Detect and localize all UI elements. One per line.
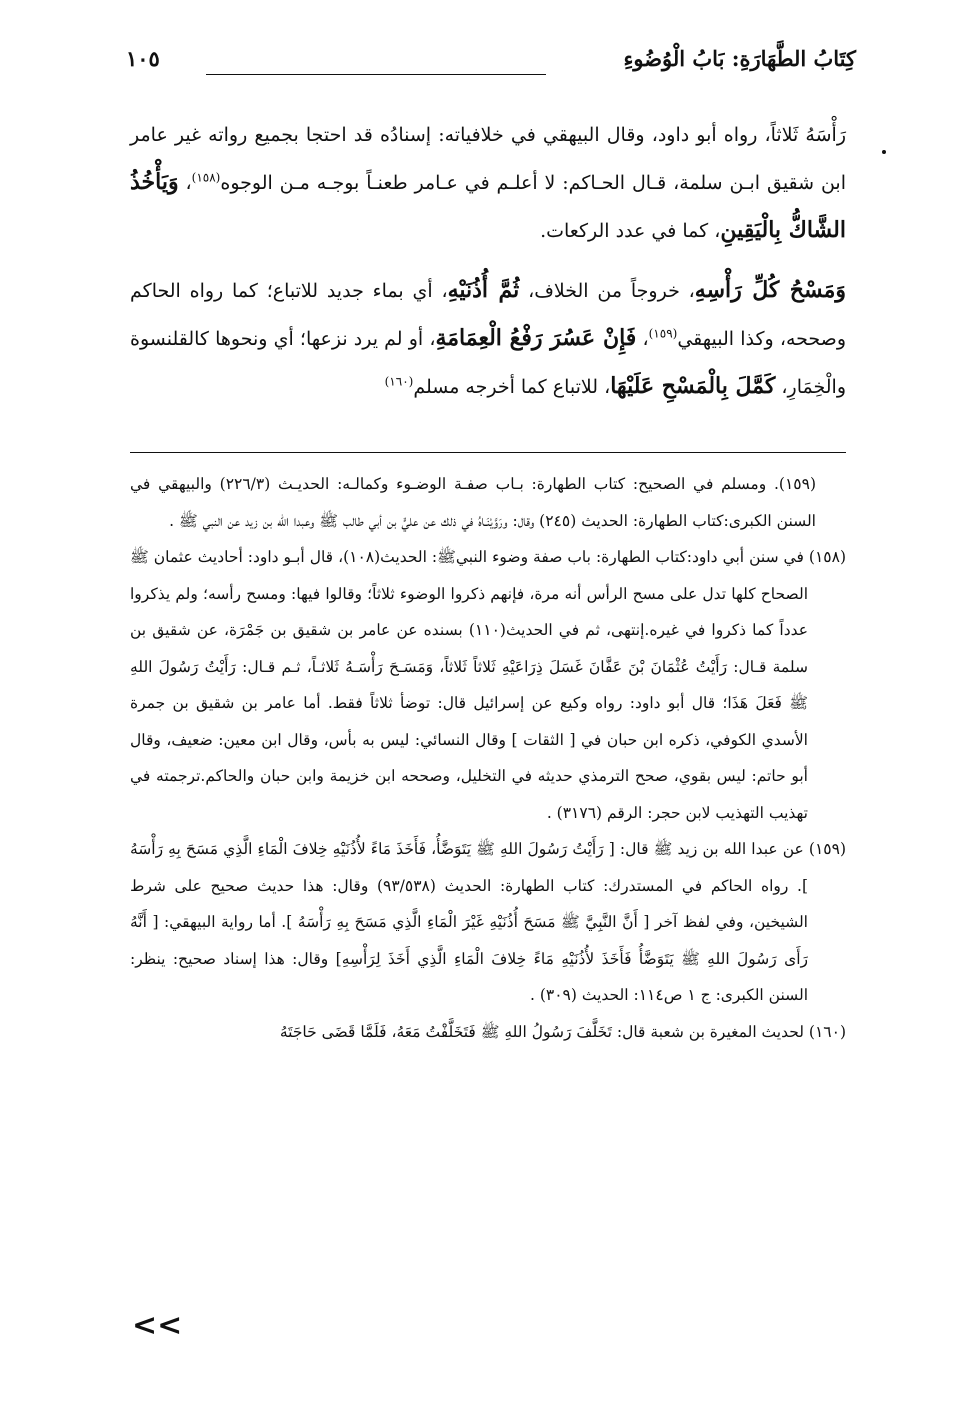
matn-text: وَيَأْخُذُ الشَّاكُّ بِالْيَقِينِ [130, 169, 846, 243]
footnote-number: (١٦٠) [808, 1022, 846, 1041]
footnote-number: (١٥٨) [808, 548, 846, 566]
paragraph [130, 112, 846, 255]
running-title: كِتَابُ الطَّهَارَةِ: بَابُ الْوُضُوءِ [623, 46, 856, 71]
text-run: ، كما في عدد الركعات. [540, 220, 721, 242]
matn-text: ثُمَّ أُذُنَيْهِ [447, 277, 520, 303]
footnote-separator [130, 452, 846, 453]
text-run: ، أو لم يرد نزعها؛ أي ونحوها كالقلنسوة والْخِمَارِ، [130, 328, 846, 398]
text-run: ، [178, 172, 192, 194]
text-run: رَأْسَهُ ثَلاثاً، رواه أبو داود، وقال البيهقي في خلافياته: إسنادُه قد احتجا بجميع رواته غير عامر ابن شقيق ابـن سلمة، قـال الحـاكم: لا أعلـم في عـامر طعنـاً بوجـه مـن الوجوه [130, 124, 846, 194]
continuation-marker: << [132, 1308, 183, 1343]
header-rule [206, 74, 546, 75]
paragraph [130, 267, 846, 411]
footnote-160 [130, 1014, 846, 1051]
matn-text: فَإِنْ عَسُرَ رَفْعُ الْعِمَامَةِ [435, 325, 637, 351]
text-run: ، خروجاً من الخلاف، [519, 280, 695, 302]
text-run: ، [636, 328, 649, 350]
footnotes [130, 466, 846, 1050]
page-header [126, 40, 856, 84]
footnote-ref: (١٥٨) [191, 170, 221, 185]
text-run: ، أي بماء جديد للاتباع؛ كما رواه الحاكم وصححه، وكذا البيهقي [130, 280, 846, 350]
footnote-number: (١٥٩) [808, 840, 846, 858]
footnote-158 [130, 539, 846, 831]
main-text [130, 112, 846, 411]
footnote-text: عن عبدا الله بن زيد ﷺ قال: [ رَأَيْتُ رَسُولَ اللهِ ﷺ يَتَوَضَّأُ، فَأَخَذَ مَاءً لأُذُنَيْهِ خِلافَ الْمَاءِ الَّذِي مَسَحَ بِهِ رَأْسَهُ ]. رواه الحاكم في المستدرك: كتاب الطهارة: الحديث (٩٣/٥٣٨) وقال: هذا حديث صحيح على شرط الشيخين، وفي لفظ آخر [ أَنَّ النَّبِيَّ ﷺ مَسَحَ أُذُنَيْهِ غَيْرَ الْمَاءِ الَّذِي مَسَحَ بِهِ رَأْسَهُ ]. أما رواية البيهقي: [ أَنَّهُ رَأَى رَسُولَ اللهِ ﷺ يَتَوَضَّأُ فَأَخَذَ لأُذُنَيْهِ مَاءً خِلافَ الْمَاءِ الَّذِي أَخَذَ لِرَأْسِهِ] وقال: هذا إسناد صحيح: ينظر: السنن الكبرى: ج ١ ص١١٤: الحديث (٣٠٩) . [130, 840, 808, 1004]
text-run: ، للاتباع كما أخرجه مسلم [413, 376, 611, 398]
footnote-continued: (١٥٩). ومسلم في الصحيح: كتاب الطهارة: بـاب صفـة الوضـوء وكمالـه: الحديـث (٢٢٦/٣) والبيهقي في السنن الكبرى:كتاب الطهارة: الحديث (٢٤٥) وقال: ورَوَّيْنَـاهُ في ذلك عن عليٍّ بن أبي طالب ﷺ وعبدا الله بن زيد عن النبي ﷺ . [130, 475, 816, 530]
footnote-ref: (١٥٩) [648, 326, 678, 341]
footnote-ref: (١٦٠) [384, 374, 414, 389]
footnote-text: في سنن أبي داود:كتاب الطهارة: باب صفة وضوء النبيﷺ: الحديث(١٠٨)، قال أبـو داود: أحاديث عثمان ﷺ الصحاح كلها تدل على مسح الرأس أنه مرة، فإنهم ذكروا الوضوء ثلاثاً؛ وقالوا فيها: ومسح رأسه؛ ولم يذكروا عدداً كما ذكروا في غيره.إنتهى، ثم في الحديث(١١٠) بسنده عن عامر بن شقيق بن جَمْرَة، عن شقيق بن سلمة قـال: رَأَيْتُ عُثْمَانَ بْنَ عَفَّانَ غَسَلَ ذِرَاعَيْهِ ثَلاثاً ثَلاثاً، وَمَسَـحَ رَأْسَـهُ ثَلاثـاً، ثـم قـال: رَأَيْتُ رَسُولَ اللهِ ﷺ فَعَلَ هَذَا؛ قال أبو داود: رواه وكيع عن إسرائيل قال: توضأ ثلاثاً فقط. أما عامر بن شقيق بن جمرة الأسدي الكوفي، ذكره ابن حبان في [ الثقات ] وقال النسائي: ليس به بأس، وقال ابن معين: ضعيف، وقال أبو حاتم: ليس بقوي، صحح الترمذي حديثه في التخليل، وصححه ابن خزيمة وابن حبان والحاكم.ترجمته في تهذيب التهذيب لابن حجر: الرقم (٣١٧٦) . [130, 548, 808, 822]
margin-dot [882, 150, 886, 154]
matn-text: وَمَسْحُ كُلِّ رَأْسِهِ [694, 277, 847, 303]
footnote-159 [130, 831, 846, 1014]
page-number: ١٠٥ [126, 46, 160, 71]
matn-text: كَمَّلَ بِالْمَسْحِ عَلَيْهَا [610, 373, 776, 399]
footnote-text: لحديث المغيرة بن شعبة قال: تَخَلَّفَ رَسُولُ اللهِ ﷺ فَتَخَلَّفْتُ مَعَهُ، فَلَمَّا قَضَى حَاجَتَهُ [279, 1022, 804, 1041]
